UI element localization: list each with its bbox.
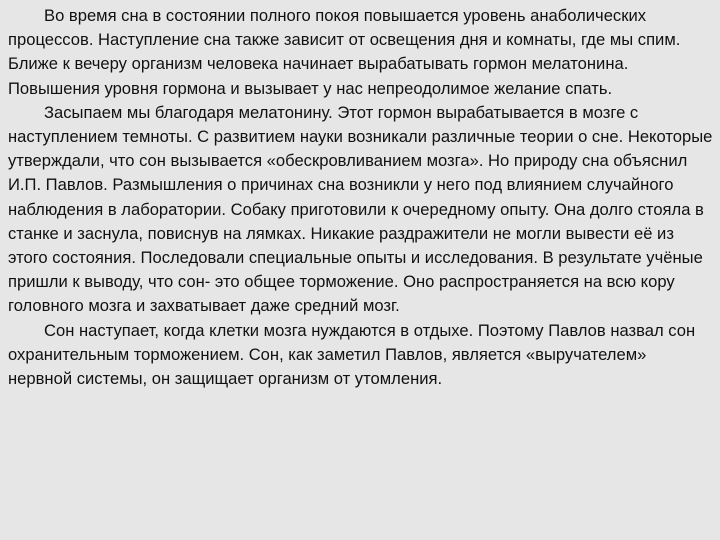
paragraph-protective-inhibition: Сон наступает, когда клетки мозга нуждаются в отдыхе. Поэтому Павлов назвал сон охранительным торможением. Сон, как заметил Павлов, является «выручателем» нервной системы, он защищает организм от утомления. bbox=[8, 320, 696, 389]
paragraph-melatonin-intro: Во время сна в состоянии полного покоя повышается уровень анаболических процессов. Наступление сна также зависит от освещения дня и комнаты, где мы спим. Ближе к вечеру организм человека начинает вырабатывать гормон мелатонина. Повышения уровня гормона и вызывает у нас непреодолимое желание спать. bbox=[8, 6, 681, 98]
paragraph-pavlov-theory: Засыпаем мы благодаря мелатонину. Этот гормон вырабатывается в мозге с наступлением темноты. С развитием науки возникали различные теории о сне. Некоторые утверждали, что сон вызывается «обескровливанием мозга». Но природу сна объяснил И.П. Павлов. Размышления о причинах сна возникли у него под влиянием случайного наблюдения в лаборатории. Собаку приготовили к очередному опыту. Она долго стояла в станке и заснула, повиснув на лямках. Никакие раздражители не могли вывести её из этого состояния. Последовали специальные опыты и исследования. В результате учёные пришли к выводу, что сон- это общее торможение. Оно распространяется на всю кору головного мозга и захватывает даже средний мозг. bbox=[8, 102, 713, 316]
